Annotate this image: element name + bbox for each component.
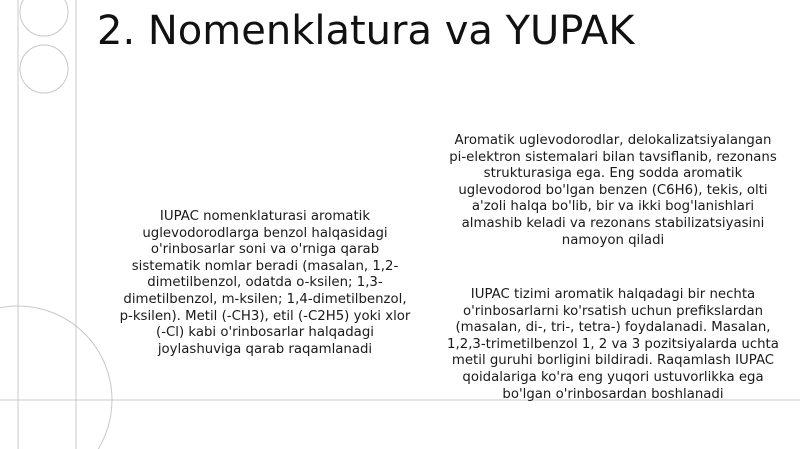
left-paragraph: IUPAC nomenklaturasi aromatik uglevodorodlarga benzol halqasidagi o'rinbosarlar soni va o'rniga qarab sistematik nomlar beradi (masalan, 1,2-dimetilbenzol, odatda o-ksilen; 1,3-dimetilbenzol, m-ksilen; 1,4-dimetilbenzol, p-ksilen). Metil (-CH3), etil (-C2H5) yoki xlor (-Cl) kabi o'rinbosarlar halqadagi joylashuviga qarab raqamlanadi: [119, 209, 411, 357]
right-top-paragraph: Aromatik uglevodorodlar, delokalizatsiyalangan pi-elektron sistemalari bilan tavsiflanib, rezonans strukturasiga ega. Eng sodda aromatik uglevodorod bo'lgan benzen (C6H6), tekis, olti a'zoli halqa bo'lib, bir va ikki bog'lanishlari almashib keladi va rezonans stabilizatsiyasini namoyon qiladi: [449, 133, 777, 248]
slide-title: 2. Nomenklatura va YUPAK: [97, 8, 635, 54]
decor-circle-medium: [20, 45, 68, 93]
right-bottom-paragraph: IUPAC tizimi aromatik halqadagi bir nechta o'rinbosarlarni ko'rsatish uchun prefikslardan (masalan, di-, tri-, tetra-) foydalanadi. Masalan, 1,2,3-trimetilbenzol 1, 2 va 3 pozitsiyalarda uchta metil guruhi borligini bildiradi. Raqamlash IUPAC qoidalariga ko'ra eng yuqori ustuvorlikka ega bo'lgan o'rinbosardan boshlanadi: [447, 287, 779, 402]
decor-circle-small: [20, 0, 68, 36]
decor-circle-large: [0, 306, 112, 449]
